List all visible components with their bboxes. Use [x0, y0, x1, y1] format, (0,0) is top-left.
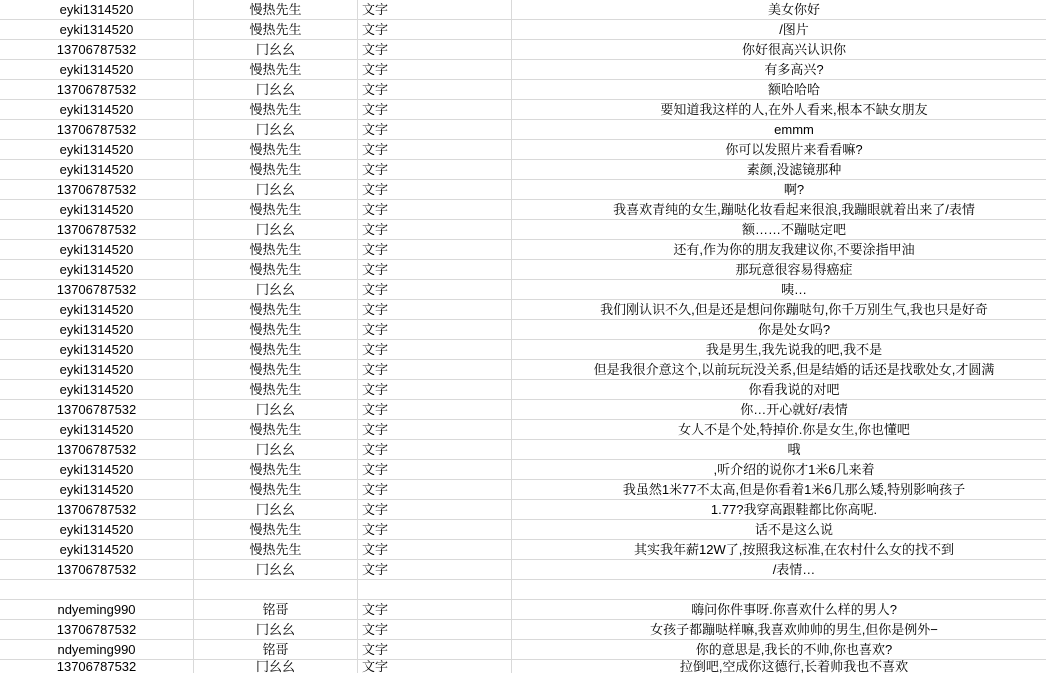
account-cell: eyki1314520: [0, 240, 194, 260]
content-cell: 你看我说的对吧: [512, 380, 1046, 400]
account-cell: eyki1314520: [0, 340, 194, 360]
account-cell: 13706787532: [0, 80, 194, 100]
content-cell: 要知道我这样的人,在外人看来,根本不缺女朋友: [512, 100, 1046, 120]
nickname-cell: 慢热先生: [194, 320, 358, 340]
content-cell: 话不是这么说: [512, 520, 1046, 540]
nickname-cell: 冂幺幺: [194, 220, 358, 240]
account-cell: eyki1314520: [0, 540, 194, 560]
content-cell: /图片: [512, 20, 1046, 40]
account-cell: eyki1314520: [0, 20, 194, 40]
account-cell: 13706787532: [0, 620, 194, 640]
nickname-cell: 慢热先生: [194, 420, 358, 440]
account-cell: eyki1314520: [0, 320, 194, 340]
nickname-cell: 慢热先生: [194, 380, 358, 400]
table-row: [0, 440, 1046, 460]
msgtype-cell: 文字: [358, 600, 512, 620]
nickname-cell: 慢热先生: [194, 200, 358, 220]
content-cell: 你是处女吗?: [512, 320, 1046, 340]
content-cell: 你…开心就好/表情: [512, 400, 1046, 420]
content-cell: 我喜欢青纯的女生,蹦哒化妆看起来很浪,我蹦眼就着出来了/表情: [512, 200, 1046, 220]
table-row: [0, 520, 1046, 540]
msgtype-cell: 文字: [358, 560, 512, 580]
content-cell: 我虽然1米77不太高,但是你看着1米6几那么矮,特别影响孩子: [512, 480, 1046, 500]
msgtype-cell: 文字: [358, 400, 512, 420]
nickname-cell: 慢热先生: [194, 240, 358, 260]
table-row: [0, 140, 1046, 160]
msgtype-cell: 文字: [358, 80, 512, 100]
nickname-cell: 慢热先生: [194, 460, 358, 480]
account-cell: 13706787532: [0, 220, 194, 240]
content-cell: 素颜,没滤镜那种: [512, 160, 1046, 180]
table-row: [0, 200, 1046, 220]
table-row: [0, 120, 1046, 140]
table-row: [0, 80, 1046, 100]
msgtype-cell: 文字: [358, 60, 512, 80]
table-row: [0, 600, 1046, 620]
content-cell: 我是男生,我先说我的吧,我不是: [512, 340, 1046, 360]
msgtype-cell: 文字: [358, 620, 512, 640]
msgtype-cell: 文字: [358, 640, 512, 660]
account-cell: 13706787532: [0, 400, 194, 420]
content-cell: 美女你好: [512, 0, 1046, 20]
account-cell: 13706787532: [0, 120, 194, 140]
table-row: [0, 360, 1046, 380]
account-cell: ndyeming990: [0, 640, 194, 660]
table-row: [0, 380, 1046, 400]
content-cell: 哦: [512, 440, 1046, 460]
account-cell: eyki1314520: [0, 360, 194, 380]
content-cell: 额……不蹦哒定吧: [512, 220, 1046, 240]
msgtype-cell: 文字: [358, 540, 512, 560]
account-cell: eyki1314520: [0, 260, 194, 280]
content-cell: 有多高兴?: [512, 60, 1046, 80]
content-cell: 拉倒吧,空成你这德行,长着帅我也不喜欢: [512, 660, 1046, 673]
msgtype-cell: 文字: [358, 240, 512, 260]
table-row: [0, 320, 1046, 340]
msgtype-cell: 文字: [358, 480, 512, 500]
account-cell: eyki1314520: [0, 520, 194, 540]
nickname-cell: 冂幺幺: [194, 500, 358, 520]
msgtype-cell: 文字: [358, 300, 512, 320]
nickname-cell: 铭哥: [194, 600, 358, 620]
table-row: [0, 560, 1046, 580]
account-cell: 13706787532: [0, 560, 194, 580]
msgtype-cell: 文字: [358, 660, 512, 673]
table-row: [0, 280, 1046, 300]
nickname-cell: 慢热先生: [194, 300, 358, 320]
table-row: [0, 220, 1046, 240]
content-cell: 还有,作为你的朋友我建议你,不要涂指甲油: [512, 240, 1046, 260]
msgtype-cell: 文字: [358, 460, 512, 480]
nickname-cell: 慢热先生: [194, 540, 358, 560]
table-row: [0, 20, 1046, 40]
table-row: [0, 400, 1046, 420]
table-row: [0, 420, 1046, 440]
nickname-cell: 冂幺幺: [194, 620, 358, 640]
nickname-cell: 慢热先生: [194, 340, 358, 360]
msgtype-cell: 文字: [358, 100, 512, 120]
content-cell: 咦…: [512, 280, 1046, 300]
msgtype-cell: 文字: [358, 0, 512, 20]
nickname-cell: 冂幺幺: [194, 180, 358, 200]
content-cell: 你可以发照片来看看嘛?: [512, 140, 1046, 160]
table-row: [0, 240, 1046, 260]
table-row: [0, 40, 1046, 60]
content-cell: ,听介绍的说你才1米6几来着: [512, 460, 1046, 480]
msgtype-cell: 文字: [358, 360, 512, 380]
table-row: [0, 340, 1046, 360]
content-cell: 啊?: [512, 180, 1046, 200]
nickname-cell: 冂幺幺: [194, 80, 358, 100]
account-cell: [0, 580, 194, 600]
table-row: [0, 540, 1046, 560]
table-row: [0, 500, 1046, 520]
content-cell: 其实我年薪12W了,按照我这标准,在农村什么女的找不到: [512, 540, 1046, 560]
msgtype-cell: 文字: [358, 380, 512, 400]
account-cell: 13706787532: [0, 500, 194, 520]
table-row: [0, 160, 1046, 180]
content-cell: 你好很高兴认识你: [512, 40, 1046, 60]
msgtype-cell: 文字: [358, 260, 512, 280]
msgtype-cell: 文字: [358, 440, 512, 460]
content-cell: 那玩意很容易得癌症: [512, 260, 1046, 280]
nickname-cell: 慢热先生: [194, 160, 358, 180]
msgtype-cell: 文字: [358, 200, 512, 220]
table-row: [0, 60, 1046, 80]
nickname-cell: 冂幺幺: [194, 120, 358, 140]
table-row: [0, 180, 1046, 200]
table-row: [0, 300, 1046, 320]
nickname-cell: 铭哥: [194, 640, 358, 660]
nickname-cell: 慢热先生: [194, 0, 358, 20]
nickname-cell: 慢热先生: [194, 520, 358, 540]
table-row: [0, 100, 1046, 120]
account-cell: eyki1314520: [0, 60, 194, 80]
nickname-cell: 慢热先生: [194, 260, 358, 280]
msgtype-cell: 文字: [358, 20, 512, 40]
nickname-cell: 冂幺幺: [194, 440, 358, 460]
nickname-cell: 慢热先生: [194, 20, 358, 40]
content-cell: 嗨问你件事呀.你喜欢什么样的男人?: [512, 600, 1046, 620]
account-cell: eyki1314520: [0, 100, 194, 120]
content-cell: 女人不是个处,特掉价.你是女生,你也懂吧: [512, 420, 1046, 440]
content-cell: 但是我很介意这个,以前玩玩没关系,但是结婚的话还是找歌处女,才圆满: [512, 360, 1046, 380]
content-cell: [512, 580, 1046, 600]
msgtype-cell: [358, 580, 512, 600]
msgtype-cell: 文字: [358, 340, 512, 360]
nickname-cell: 冂幺幺: [194, 400, 358, 420]
account-cell: eyki1314520: [0, 380, 194, 400]
account-cell: eyki1314520: [0, 480, 194, 500]
table-row: [0, 460, 1046, 480]
nickname-cell: 冂幺幺: [194, 40, 358, 60]
content-cell: emmm: [512, 120, 1046, 140]
account-cell: eyki1314520: [0, 300, 194, 320]
msgtype-cell: 文字: [358, 140, 512, 160]
nickname-cell: 冂幺幺: [194, 660, 358, 673]
account-cell: 13706787532: [0, 440, 194, 460]
nickname-cell: [194, 580, 358, 600]
msgtype-cell: 文字: [358, 220, 512, 240]
nickname-cell: 慢热先生: [194, 360, 358, 380]
nickname-cell: 慢热先生: [194, 480, 358, 500]
account-cell: eyki1314520: [0, 200, 194, 220]
msgtype-cell: 文字: [358, 280, 512, 300]
account-cell: ndyeming990: [0, 600, 194, 620]
account-cell: eyki1314520: [0, 460, 194, 480]
msgtype-cell: 文字: [358, 40, 512, 60]
table-row: [0, 480, 1046, 500]
table-row-spacer: [0, 580, 1046, 600]
msgtype-cell: 文字: [358, 520, 512, 540]
msgtype-cell: 文字: [358, 180, 512, 200]
content-cell: 额哈哈哈: [512, 80, 1046, 100]
nickname-cell: 慢热先生: [194, 60, 358, 80]
content-cell: 女孩子都蹦哒样嘛,我喜欢帅帅的男生,但你是例外−: [512, 620, 1046, 640]
nickname-cell: 冂幺幺: [194, 280, 358, 300]
content-cell: 你的意思是,我长的不帅,你也喜欢?: [512, 640, 1046, 660]
table-row: [0, 260, 1046, 280]
table-row: [0, 620, 1046, 640]
msgtype-cell: 文字: [358, 320, 512, 340]
content-cell: 我们刚认识不久,但是还是想问你蹦哒句,你千万别生气,我也只是好奇: [512, 300, 1046, 320]
table-row: [0, 0, 1046, 20]
account-cell: 13706787532: [0, 280, 194, 300]
account-cell: 13706787532: [0, 180, 194, 200]
account-cell: eyki1314520: [0, 140, 194, 160]
account-cell: eyki1314520: [0, 420, 194, 440]
account-cell: eyki1314520: [0, 0, 194, 20]
nickname-cell: 冂幺幺: [194, 560, 358, 580]
msgtype-cell: 文字: [358, 500, 512, 520]
msgtype-cell: 文字: [358, 420, 512, 440]
msgtype-cell: 文字: [358, 120, 512, 140]
table-row: [0, 640, 1046, 660]
account-cell: 13706787532: [0, 660, 194, 673]
table-row: [0, 660, 1046, 673]
content-cell: 1.77?我穿高跟鞋都比你高呢.: [512, 500, 1046, 520]
msgtype-cell: 文字: [358, 160, 512, 180]
nickname-cell: 慢热先生: [194, 140, 358, 160]
content-cell: /表情…: [512, 560, 1046, 580]
nickname-cell: 慢热先生: [194, 100, 358, 120]
account-cell: 13706787532: [0, 40, 194, 60]
account-cell: eyki1314520: [0, 160, 194, 180]
